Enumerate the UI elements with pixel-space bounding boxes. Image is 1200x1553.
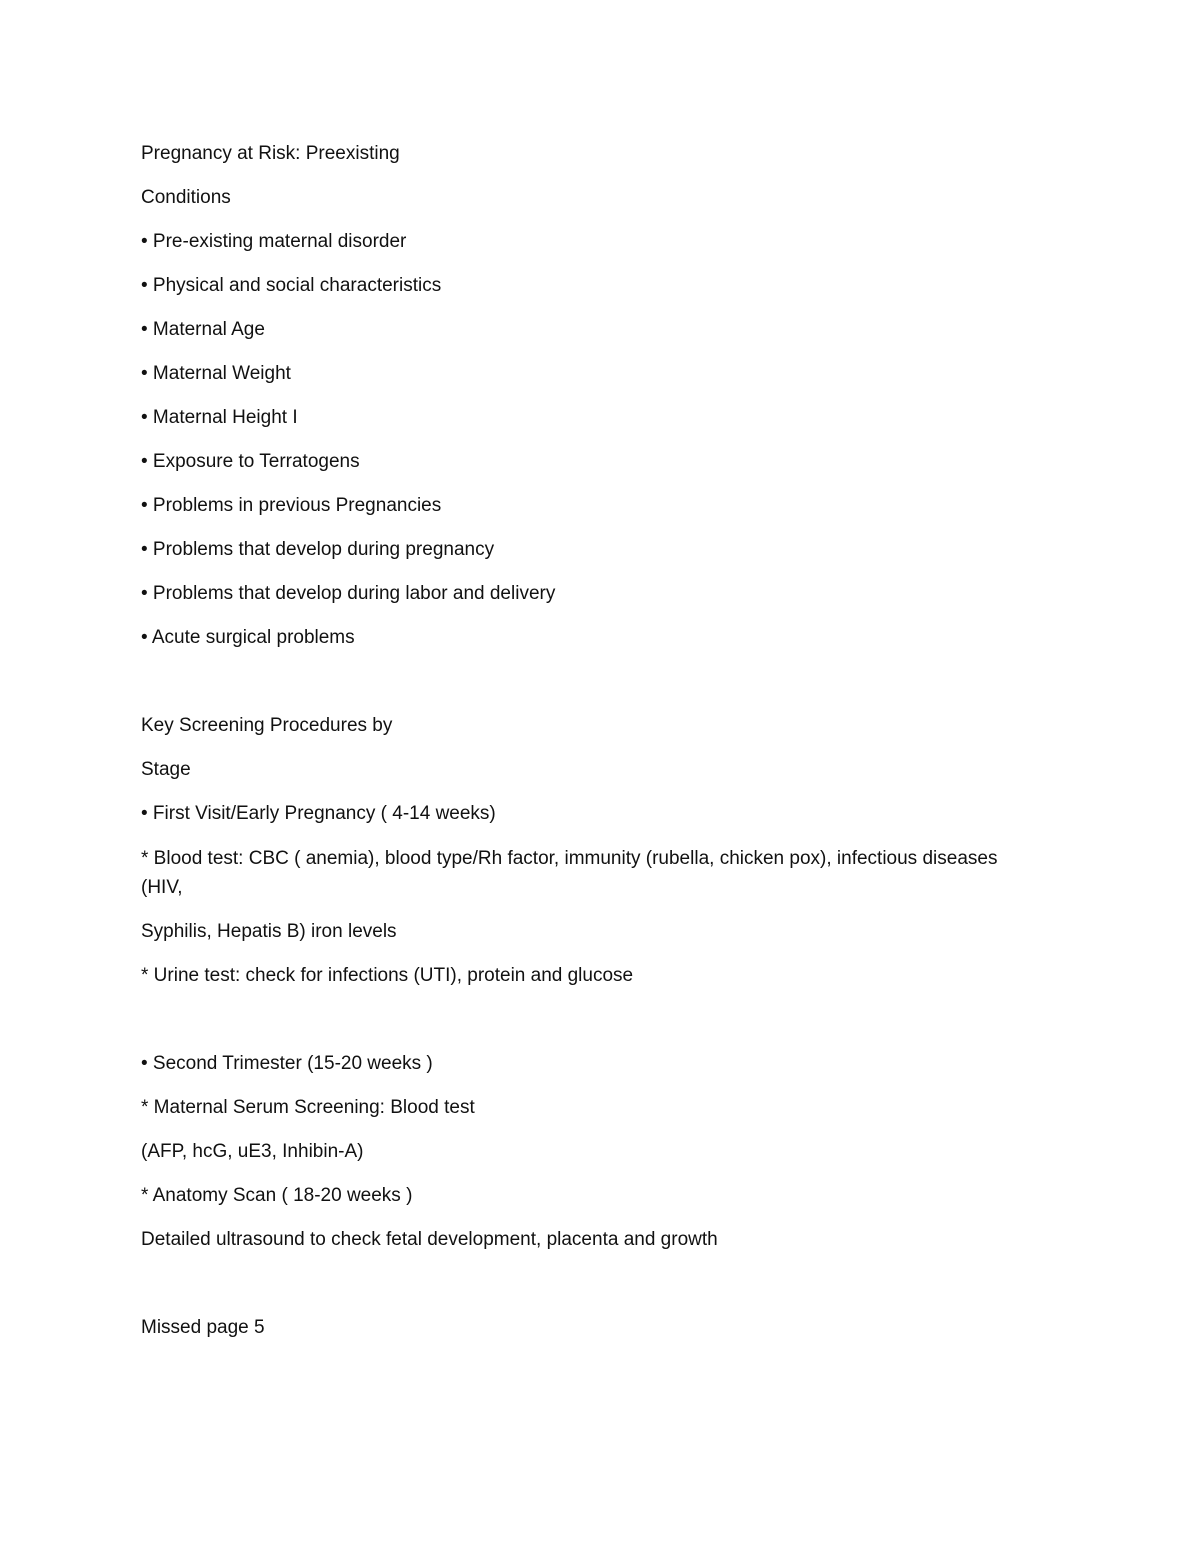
- bullet-item: • Maternal Height I: [141, 407, 298, 428]
- anatomy-detail-text: Detailed ultrasound to check fetal development, placenta and growth: [141, 1228, 718, 1250]
- bullet-item: • Acute surgical problems: [141, 627, 355, 648]
- bullet-item: • Physical and social characteristics: [141, 275, 442, 296]
- bullet-item: • Maternal Age: [141, 319, 265, 340]
- bullet-item: • Problems that develop during pregnancy: [141, 539, 495, 560]
- bullet-item: • Problems that develop during labor and delivery: [141, 583, 556, 604]
- blood-test-continuation: Syphilis, Hepatis B) iron levels: [141, 920, 397, 942]
- document-body: [141, 140, 1041, 1358]
- blood-test-item: * Blood test: CBC ( anemia), blood type/Rh factor, immunity (rubella, chicken pox), infectious diseases (HIV,: [141, 848, 998, 898]
- first-visit-item: • First Visit/Early Pregnancy ( 4-14 weeks): [141, 803, 496, 824]
- paragraph-gap: [141, 1270, 1041, 1314]
- anatomy-scan-item: * Anatomy Scan ( 18-20 weeks ): [141, 1184, 413, 1206]
- bullet-item: • Exposure to Terratogens: [141, 451, 360, 472]
- urine-test-item: * Urine test: check for infections (UTI), protein and glucose: [141, 964, 634, 986]
- section-title-line2: Conditions: [141, 187, 231, 208]
- bullet-item: • Pre-existing maternal disorder: [141, 231, 407, 252]
- section-title-line1: Key Screening Procedures by: [141, 715, 393, 736]
- paragraph-gap: [141, 668, 1041, 712]
- footer-note: Missed page 5: [141, 1316, 265, 1338]
- section-title-line1: Pregnancy at Risk: Preexisting: [141, 143, 400, 164]
- bullet-item: • Maternal Weight: [141, 363, 291, 384]
- serum-markers-text: (AFP, hcG, uE3, Inhibin-A): [141, 1140, 364, 1162]
- serum-screening-item: * Maternal Serum Screening: Blood test: [141, 1096, 475, 1118]
- bullet-item: • Problems in previous Pregnancies: [141, 495, 442, 516]
- second-trimester-item: • Second Trimester (15-20 weeks ): [141, 1052, 433, 1074]
- section-title-line2: Stage: [141, 759, 191, 780]
- paragraph-gap: [141, 1006, 1041, 1050]
